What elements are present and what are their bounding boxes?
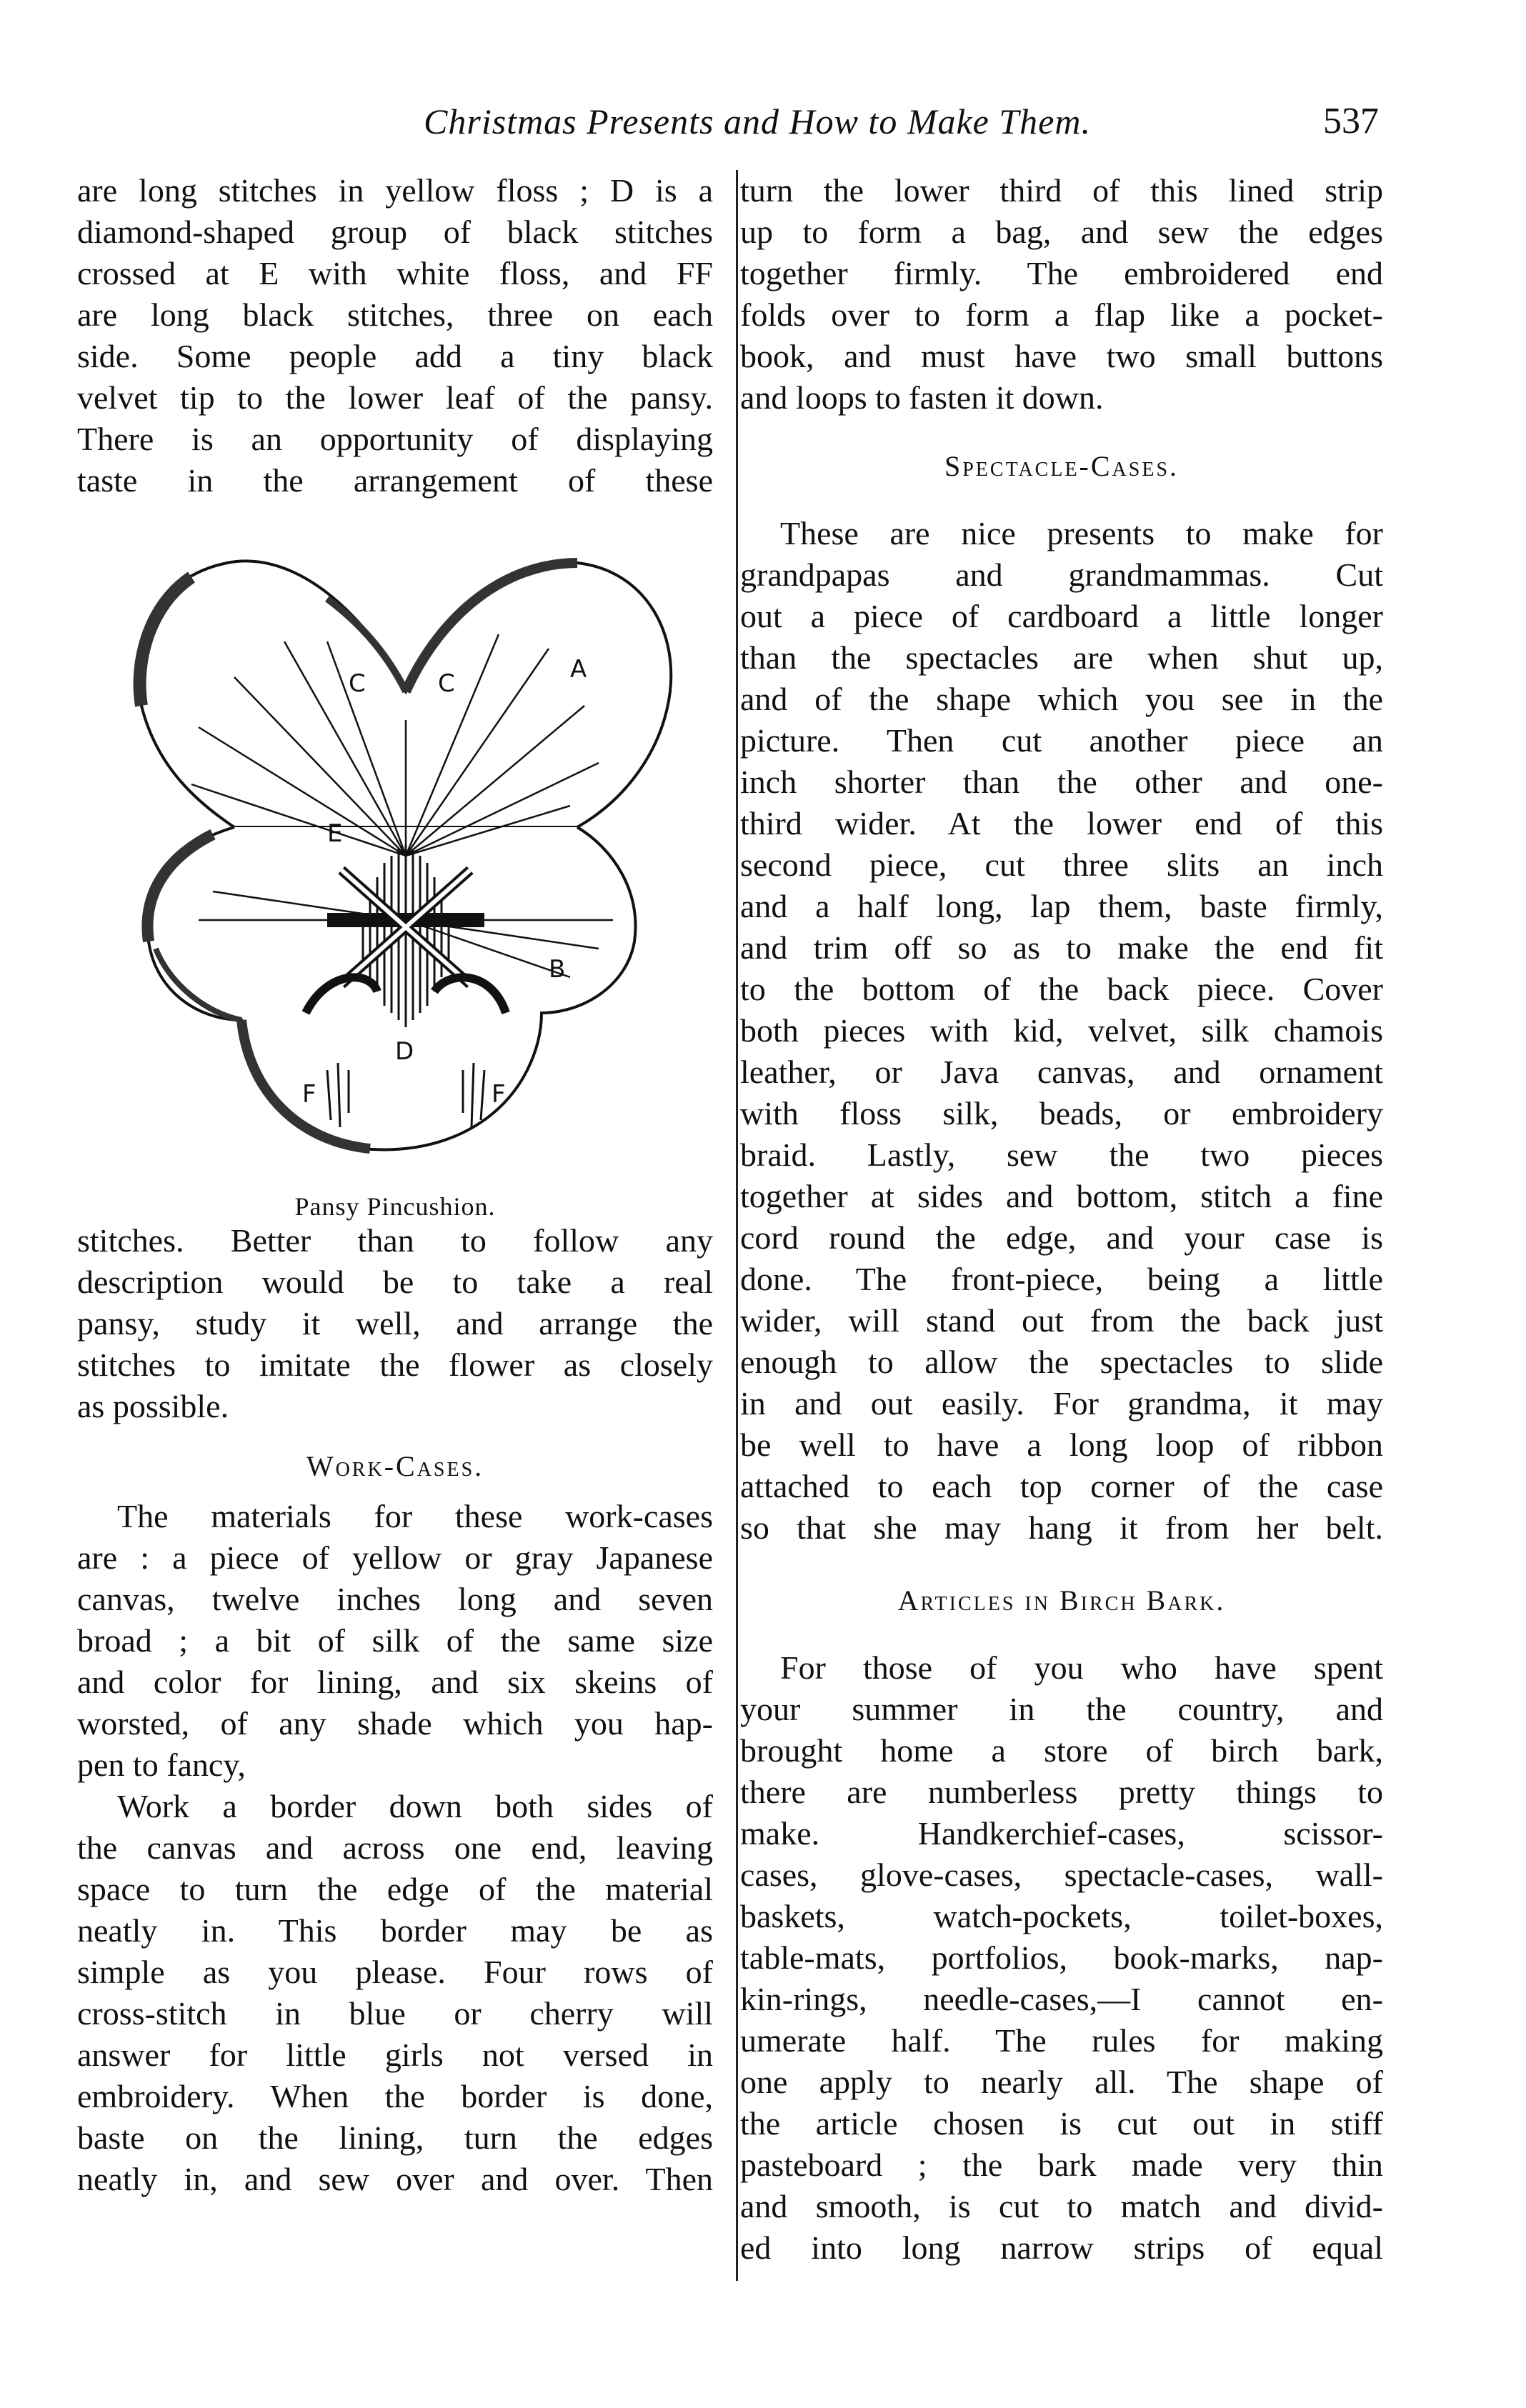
text-line: are long black stitches, three on each [77,296,713,333]
text-line: kin-rings, needle-cases,—I cannot en- [740,1981,1383,2017]
running-header [0,93,1526,150]
text-line: simple as you please. Four rows of [77,1954,713,1990]
text-line: baste on the lining, turn the edges [77,2119,713,2156]
text-line: attached to each top corner of the case [740,1468,1383,1504]
label-b: B [549,955,566,984]
paragraph-border [77,1786,713,2200]
text-line: the canvas and across one end, leaving [77,1829,713,1866]
text-line: broad ; a bit of silk of the same size [77,1622,713,1659]
text-line: stitches to imitate the flower as closely [77,1347,713,1383]
text-line: to the bottom of the back piece. Cover [740,971,1383,1007]
text-line: so that she may hang it from her belt. [740,1509,1383,1546]
text-line: second piece, cut three slits an inch [740,846,1383,883]
text-line: description would be to take a real [77,1264,713,1300]
text-line: turn the lower third of this lined strip [740,172,1383,209]
text-line: canvas, twelve inches long and seven [77,1581,713,1617]
text-line: your summer in the country, and [740,1691,1383,1727]
text-line: than the spectacles are when shut up, [740,639,1383,676]
text-line: as possible. [77,1388,229,1424]
text-line: third wider. At the lower end of this [740,805,1383,841]
text-line: picture. Then cut another piece an [740,722,1383,759]
paragraph-bag [740,170,1383,419]
text-line: stitches. Better than to follow any [77,1222,713,1259]
text-line: crossed at E with white floss, and FF [77,255,713,291]
text-line: folds over to form a flap like a pocket- [740,296,1383,333]
text-line: brought home a store of birch bark, [740,1732,1383,1769]
text-line: velvet tip to the lower leaf of the pansy. [77,379,713,416]
label-d: D [395,1037,414,1066]
text-line: and of the shape which you see in the [740,681,1383,717]
text-line: are : a piece of yellow or gray Japanese [77,1539,713,1576]
text-line: in and out easily. For grandma, it may [740,1385,1383,1422]
text-line: with floss silk, beads, or embroidery [740,1095,1383,1131]
paragraph-birch [740,1647,1383,2269]
text-line: and loops to fasten it down. [740,379,1104,416]
text-line: one apply to nearly all. The shape of [740,2064,1383,2100]
text-line: cord round the edge, and your case is [740,1219,1383,1256]
text-line: and trim off so as to make the end fit [740,929,1383,966]
text-line: The materials for these work-cases [117,1498,713,1534]
text-line: are long stitches in yellow floss ; D is a [77,172,713,209]
text-line: up to form a bag, and sew the edges [740,214,1383,250]
text-line: enough to allow the spectacles to slide [740,1344,1383,1380]
text-line: inch shorter than the other and one- [740,764,1383,800]
text-line: neatly in. This border may be as [77,1912,713,1949]
label-e: E [327,819,343,848]
text-line: book, and must have two small buttons [740,338,1383,374]
text-line: There is an opportunity of displaying [77,421,713,457]
label-c1: C [349,669,366,698]
text-line: cases, glove-cases, spectacle-cases, wall- [740,1857,1383,1893]
text-line: wider, will stand out from the back just [740,1302,1383,1339]
figure-caption: Pansy Pincushion. [294,1192,496,1221]
text-line: side. Some people add a tiny black [77,338,713,374]
text-line: worsted, of any shade which you hap- [77,1705,713,1742]
column-rule [736,170,738,2281]
text-line: answer for little girls not versed in [77,2037,713,2073]
page-number: 537 [1323,101,1379,141]
running-title: Christmas Presents and How to Make Them. [424,101,1091,141]
heading-work-cases: Work-Cases. [306,1450,484,1482]
text-line: pasteboard ; the bark made very thin [740,2147,1383,2183]
text-line: together at sides and bottom, stitch a fine [740,1178,1383,1214]
text-line: done. The front-piece, being a little [740,1261,1383,1297]
text-line: neatly in, and sew over and over. Then [77,2161,713,2197]
text-line: umerate half. The rules for making [740,2022,1383,2059]
text-line: table-mats, portfolios, book-marks, nap- [740,1939,1383,1976]
text-line: Work a border down both sides of [117,1788,713,1824]
text-line: diamond-shaped group of black stitches [77,214,713,250]
label-a: A [570,655,587,684]
text-line: out a piece of cardboard a little longer [740,598,1383,634]
text-line: baskets, watch-pockets, toilet-boxes, [740,1898,1383,1934]
text-line: pen to fancy, [77,1747,246,1783]
text-line: both pieces with kid, velvet, silk chamois [740,1012,1383,1049]
text-line: taste in the arrangement of these [77,462,713,499]
label-f1: F [302,1080,316,1109]
text-line: together firmly. The embroidered end [740,255,1383,291]
text-line: For those of you who have spent [780,1649,1383,1686]
text-line: braid. Lastly, sew the two pieces [740,1136,1383,1173]
text-line: and a half long, lap them, baste firmly, [740,888,1383,924]
pansy-figure [77,520,713,1220]
heading-spectacle-cases: Spectacle-Cases. [944,450,1180,482]
text-line: space to turn the edge of the material [77,1871,713,1907]
text-line: embroidery. When the border is done, [77,2078,713,2114]
text-line: and color for lining, and six skeins of [77,1664,713,1700]
paragraph-materials [77,1496,713,1786]
text-line: make. Handkerchief-cases, scissor- [740,1815,1383,1852]
text-line: cross-stitch in blue or cherry will [77,1995,713,2032]
left-column [77,170,713,2200]
text-line: pansy, study it well, and arrange the [77,1305,713,1342]
label-c2: C [438,669,455,698]
text-line: be well to have a long loop of ribbon [740,1427,1383,1463]
text-line: grandpapas and grandmammas. Cut [740,556,1383,593]
label-f2: F [492,1080,506,1109]
paragraph-pansy-end [77,170,713,501]
text-line: there are numberless pretty things to [740,1774,1383,1810]
right-column [740,170,1383,2269]
text-line: These are nice presents to make for [780,515,1383,551]
paragraph-stitches [77,1220,713,1427]
paragraph-spectacle [740,513,1383,1549]
text-line: the article chosen is cut out in stiff [740,2105,1383,2142]
text-line: leather, or Java canvas, and ornament [740,1054,1383,1090]
text-line: ed into long narrow strips of equal [740,2229,1383,2266]
pansy-pincushion-illustration [113,520,699,1177]
text-line: and smooth, is cut to match and divid- [740,2188,1383,2224]
heading-birch-bark: Articles in Birch Bark. [897,1584,1226,1617]
